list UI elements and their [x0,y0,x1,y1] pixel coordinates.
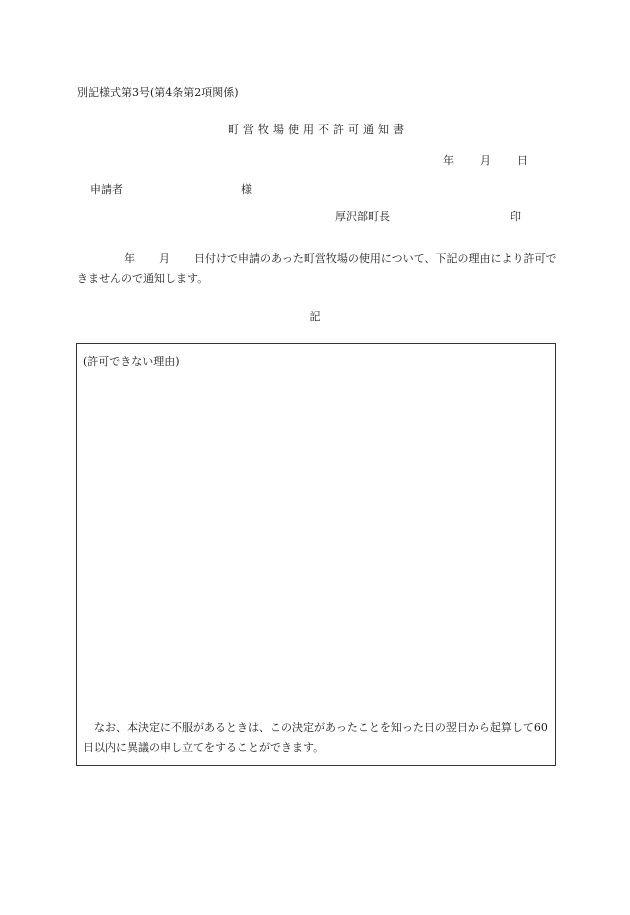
seal-mark: 印 [510,210,521,223]
date-year-label: 年 [443,154,454,167]
reason-label: (許可できない理由) [83,355,180,368]
form-label: 別記様式第3号(第4条第2項関係) [77,86,239,99]
issuer-name: 厚沢部町長 [335,210,390,223]
appeal-notice: なお、本決定に不服があるときは、この決定があったことを知った日の翌日から起算して60日以内に異議の申し立てをすることができます。 [83,721,548,754]
notice-body [77,249,557,289]
body-month: 月 [159,252,170,265]
body-text: 日付けで申請のあった町営牧場の使用について、下記の理由により許可できませんので通知します。 [77,252,557,285]
date-line [443,152,528,168]
applicant-honorific: 様 [241,183,252,196]
issuer-line [335,208,521,224]
document-title: 町営牧場使用不許可通知書 [228,123,408,136]
reason-box [76,343,556,766]
ki-heading: 記 [309,310,321,323]
body-year: 年 [124,252,135,265]
date-month-label: 月 [480,154,491,167]
applicant-line [90,181,252,197]
applicant-label: 申請者 [90,183,123,196]
date-day-label: 日 [517,154,528,167]
